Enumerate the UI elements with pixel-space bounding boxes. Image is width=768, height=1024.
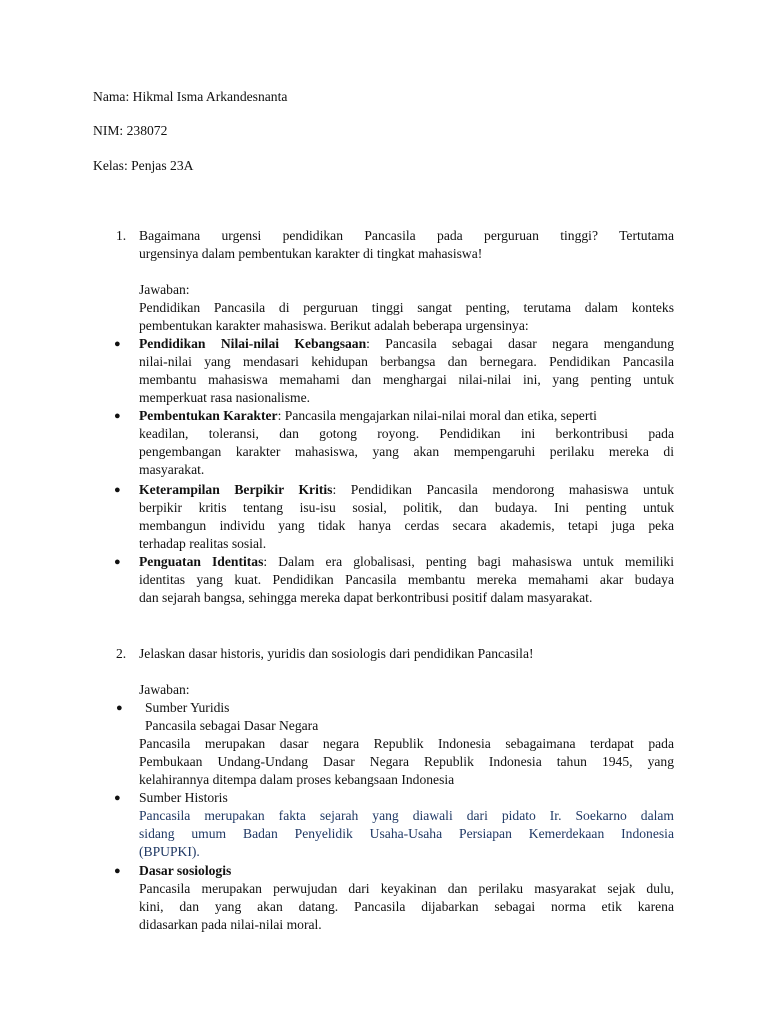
bullet-dot: ● <box>114 556 121 568</box>
item-title: Penguatan Identitas <box>139 554 264 569</box>
item-text: nilai-nilai yang mendasari kehidupan berbangsa dan bernegara. Pendidikan Pancasila <box>139 354 674 369</box>
historis-line: sidang umum Badan Penyelidik Usaha-Usaha Persiapan Kemerdekaan Indonesia <box>139 826 674 841</box>
yuridis-body <box>139 735 674 789</box>
question-1-answer-label: Jawaban: <box>139 282 190 297</box>
yuridis-line: Pembukaan Undang-Undang Dasar Negara Republik Indonesia tahun 1945, yang <box>139 754 674 769</box>
sosiologis-body <box>139 880 674 934</box>
question-2-text: Jelaskan dasar historis, yuridis dan sosiologis dari pendidikan Pancasila! <box>139 646 534 661</box>
question-1-text <box>139 227 674 263</box>
item-text: membantu mahasiswa memahami dan menghargai nilai-nilai ini, yang penting untuk <box>139 372 674 387</box>
item-text: memperkuat rasa nasionalisme. <box>139 390 310 405</box>
sosiologis-line: didasarkan pada nilai-nilai moral. <box>139 917 322 932</box>
bullet-dot: ● <box>114 865 121 877</box>
item-text: dan sejarah bangsa, sehingga mereka dapat berkontribusi positif dalam masyarakat. <box>139 590 593 605</box>
question-1-line-1: Bagaimana urgensi pendidikan Pancasila pada perguruan tinggi? Tertutama <box>139 228 674 243</box>
sosiologis-title-text: Dasar sosiologis <box>139 863 232 878</box>
historis-line: (BPUPKI). <box>139 844 200 859</box>
bullet-dot: ● <box>114 484 121 496</box>
item-text: keadilan, toleransi, dan gotong royong. Pendidikan ini berkontribusi pada <box>139 426 674 441</box>
item-text: : Dalam era globalisasi, penting bagi mahasiswa untuk memiliki <box>263 554 674 569</box>
bullet-dot: ● <box>114 338 121 350</box>
intro-line-1: Pendidikan Pancasila di perguruan tinggi sangat penting, terutama dalam konteks <box>139 300 674 315</box>
question-1-line-2: urgensinya dalam pembentukan karakter di tingkat mahasiswa! <box>139 246 483 261</box>
item-text: identitas yang kuat. Pendidikan Pancasila membantu mereka memahami akar budaya <box>139 572 674 587</box>
bullet-dot: ● <box>116 702 123 714</box>
yuridis-line: Pancasila merupakan dasar negara Republik Indonesia sebagaimana terdapat pada <box>139 736 674 751</box>
question-2-answer-label: Jawaban: <box>139 682 190 697</box>
item-text: pengembangan karakter mahasiswa, yang akan mempengaruhi perilaku mereka di <box>139 444 674 459</box>
bullet-dot: ● <box>114 792 121 804</box>
question-1-number: 1. <box>116 228 127 243</box>
item-title: Keterampilan Berpikir Kritis <box>139 482 333 497</box>
historis-body <box>139 807 674 861</box>
intro-line-2: pembentukan karakter mahasiswa. Berikut adalah beberapa urgensinya: <box>139 318 529 333</box>
sosiologis-title <box>139 862 674 880</box>
item-text: : Pendidikan Pancasila mendorong mahasiswa untuk <box>332 482 674 497</box>
item-text: : Pancasila mengajarkan nilai-nilai moral dan etika, seperti <box>277 408 597 423</box>
yuridis-subtitle: Pancasila sebagai Dasar Negara <box>145 718 319 733</box>
question-2-number: 2. <box>116 646 127 661</box>
yuridis-line: kelahirannya ditempa dalam proses kebangsaan Indonesia <box>139 772 455 787</box>
yuridis-title: Sumber Yuridis <box>145 700 230 715</box>
item-title: Pendidikan Nilai-nilai Kebangsaan <box>139 336 367 351</box>
item-text: berpikir kritis tentang isu-isu sosial, politik, dan budaya. Ini penting untuk <box>139 500 674 515</box>
sosiologis-line: kini, dan yang akan datang. Pancasila dijabarkan sebagai norma etik karena <box>139 899 674 914</box>
question-1-intro <box>139 299 674 335</box>
item-title: Pembentukan Karakter <box>139 408 278 423</box>
item-text: : Pancasila sebagai dasar negara mengandung <box>366 336 674 351</box>
student-class: Kelas: Penjas 23A <box>93 158 194 173</box>
sosiologis-line: Pancasila merupakan perwujudan dari keyakinan dan perilaku masyarakat sejak dulu, <box>139 881 674 896</box>
bullet-dot: ● <box>114 410 121 422</box>
list-item-pembentukan-karakter <box>139 407 674 479</box>
historis-title: Sumber Historis <box>139 790 228 805</box>
list-item-nilai-kebangsaan <box>139 335 674 407</box>
list-item-penguatan-identitas <box>139 553 674 607</box>
item-text: membangun individu yang tidak hanya cerdas secara akademis, tetapi juga peka <box>139 518 674 533</box>
student-nim: NIM: 238072 <box>93 123 168 138</box>
list-item-berpikir-kritis <box>139 481 674 553</box>
item-text: terhadap realitas sosial. <box>139 536 267 551</box>
historis-line: Pancasila merupakan fakta sejarah yang diawali dari pidato Ir. Soekarno dalam <box>139 808 674 823</box>
item-text: masyarakat. <box>139 462 205 477</box>
student-name: Nama: Hikmal Isma Arkandesnanta <box>93 89 288 104</box>
